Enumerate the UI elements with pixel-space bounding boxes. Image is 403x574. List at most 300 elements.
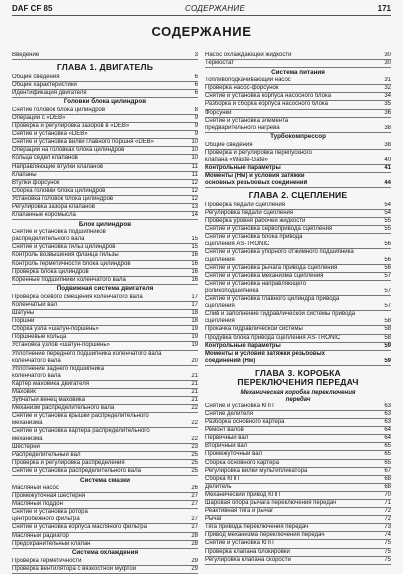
toc-entry-title: Клапанные коромысла [12,212,76,219]
toc-entry[interactable] [12,460,198,468]
page-title: СОДЕРЖАНИЕ [151,24,252,39]
toc-entry[interactable] [12,493,198,501]
toc-entry-page: 20 [191,357,198,364]
toc-entry-title: клапана «Waste-Gate» [205,157,268,164]
toc-entry[interactable] [205,249,391,256]
toc-entry-title: Регулировка зазора клапанов [12,204,95,210]
toc-entry-page: 31 [384,77,391,84]
toc-entry-page: 56 [384,241,391,248]
toc-entry[interactable] [12,164,198,172]
toc-entry-title: Снятие и установка корпуса масляного фильтра [12,524,147,531]
toc-entry-page: 29 [191,557,198,564]
chapter-heading: ГЛАВА 1. ДВИГАТЕЛЬ [56,62,154,73]
toc-entry[interactable] [205,549,391,557]
toc-entry-page: 63 [384,402,391,409]
toc-entry[interactable] [205,85,391,93]
toc-entry[interactable] [205,218,391,226]
toc-entry-title: Масляный радиатор [12,532,69,539]
toc-entry[interactable]: Введение 3 [12,52,198,60]
toc-entry[interactable] [12,516,198,524]
toc-entry[interactable] [12,131,198,139]
toc-entry-title: Шестерни [12,443,40,450]
toc-entry-page: 22 [191,405,198,412]
toc-entry-page: 65 [384,459,391,466]
toc-entry[interactable] [205,468,391,476]
toc-entry-page: 57 [384,287,391,294]
toc-entry-title: Шатуны [12,310,35,317]
toc-entry[interactable] [205,403,391,411]
toc-entry-page: 22 [191,420,198,427]
toc-entry-page: 75 [384,556,391,563]
toc-entry[interactable] [12,444,198,452]
toc-entry[interactable] [12,261,198,269]
toc-entry[interactable] [12,342,198,350]
toc-entry[interactable] [12,351,198,358]
toc-entry[interactable] [12,397,198,405]
toc-entry[interactable] [205,157,391,165]
toc-entry-page: 15 [191,244,198,251]
toc-entry-title: Сборка головки блока цилиндров [12,187,106,194]
toc-entry[interactable] [205,326,391,334]
toc-entry-page: 25 [191,459,198,466]
toc-entry-page: 27 [191,493,198,500]
toc-entry[interactable] [12,196,198,204]
toc-entry-title: Механизм распределительного вала [12,405,115,412]
toc-entry-page: 16 [191,268,198,275]
toc-entry-page: 6 [194,89,198,96]
toc-entry-page: 65 [384,451,391,458]
toc-entry-title: Термостат [205,60,235,67]
toc-entry[interactable] [12,147,198,155]
toc-entry-page: 16 [191,260,198,267]
toc-entry[interactable] [205,500,391,508]
toc-entry[interactable] [205,540,391,548]
toc-entry[interactable] [12,533,198,541]
toc-entry[interactable] [12,244,198,252]
toc-entry-title: Снятие делителя [205,410,254,417]
toc-entry[interactable] [205,419,391,427]
toc-entry[interactable] [205,443,391,451]
toc-entry-page: 17 [191,293,198,300]
toc-entry-page: 26 [191,485,198,491]
toc-entry-title: Сборка основного картера [205,459,280,466]
toc-entry-page: 14 [191,212,198,219]
toc-entry-page: 32 [384,85,391,92]
toc-entry[interactable] [12,334,198,342]
toc-entry-title: Установка узлов «шатун-поршень» [12,342,110,349]
toc-entry-page: 28 [191,532,198,539]
toc-entry[interactable] [12,82,198,90]
toc-entry-page: 58 [384,318,391,325]
toc-entry-title: Проверка и регулировка зазоров в «DEB» [12,123,130,130]
toc-entry-page: 10 [191,155,198,162]
toc-entry-title: Идентификация двигателя [12,89,87,96]
toc-entry[interactable] [205,281,391,288]
section-heading: Система смазки [79,476,131,484]
toc-entry[interactable] [12,212,198,220]
toc-entry-title: Коренные подшипники коленчатого вала [12,276,126,283]
toc-entry[interactable] [12,252,198,260]
toc-entry-title: Снятие и установка механизма сцепления [205,272,324,279]
toc-entry-title: Регулировка вилки мультипликатора [205,467,308,474]
toc-entry-page: 63 [384,410,391,417]
toc-entry-title: Моменты и условия затяжки резьбовых [205,350,326,357]
toc-entry[interactable] [12,420,198,428]
toc-entry-title: Втулки форсунок [12,179,60,186]
toc-entry[interactable] [12,389,198,397]
toc-entry-title: коленчатого вала [12,357,61,364]
toc-entry-page: 67 [384,467,391,474]
toc-entry-page: 9 [194,123,198,130]
toc-entry-page: 72 [384,508,391,515]
toc-entry-page: 57 [384,303,391,310]
toc-entry[interactable] [205,234,391,241]
toc-entry-title: Слив и заполнение гидравлической системы привода [205,311,356,318]
toc-entry-page: 12 [191,195,198,202]
toc-entry-page: 74 [384,532,391,539]
header-model: DAF CF 85 [12,4,53,13]
toc-entry-page: 73 [384,524,391,531]
toc-entry-title: Первичный вал [205,435,249,442]
toc-entry[interactable] [12,413,198,420]
toc-entry[interactable] [205,460,391,468]
toc-entry[interactable] [205,318,391,326]
toc-entry-title: Делитель [205,483,232,490]
toc-entry-title: Снятие и установка КПП [205,540,274,547]
toc-entry[interactable] [205,296,391,303]
toc-entry-title: Клапаны [12,171,37,178]
toc-entry-title: Снятие и установка «DEB» [12,131,88,138]
toc-entry-page: 75 [384,548,391,555]
toc-entry-title: Направляющие втулки клапанов [12,163,104,170]
toc-entry-title: Предохранительный клапан [12,540,91,547]
toc-entry-title: Поршневые кольца [12,334,67,341]
toc-entry[interactable] [12,509,198,516]
toc-entry-page: 19 [191,326,198,333]
toc-entry[interactable] [205,435,391,443]
toc-entry-page: 54 [384,201,391,208]
toc-entry[interactable] [12,381,198,389]
toc-entry-page: 27 [191,516,198,523]
toc-entry[interactable] [12,524,198,532]
toc-entry[interactable] [12,180,198,188]
toc-entry[interactable] [12,204,198,212]
subchapter-heading: передач [285,395,311,403]
toc-entry[interactable] [205,358,391,366]
subchapter-heading: Механическая коробка переключения [240,388,356,396]
toc-entry-title: распределительного вала [12,236,85,243]
toc-entry[interactable] [205,303,391,311]
toc-entry-title: Операции на головках блока цилиндров [12,147,125,154]
toc-entry-title: Регулировка клапана скорости [205,556,291,563]
toc-entry-page: 55 [384,226,391,233]
toc-entry-title: Операции с «DEB» [12,114,66,121]
toc-entry-page: 10 [191,139,198,146]
running-header [12,2,391,16]
toc-entry-title: Коленчатый вал [12,301,58,308]
toc-entry-title: Снятие головок блока цилиндров [12,106,106,113]
toc-entry-page: 29 [191,565,198,572]
toc-entry[interactable] [205,77,391,85]
toc-entry-page: 38 [384,141,391,148]
chapter-heading: ГЛАВА 2. СЦЕПЛЕНИЕ [248,190,348,201]
toc-entry[interactable] [12,428,198,435]
toc-entry[interactable] [12,269,198,277]
toc-entry-title: Рычаг [205,516,222,523]
toc-entry-title: Общие сведения [205,141,253,148]
toc-entry-page: 19 [191,334,198,341]
toc-entry[interactable] [205,110,391,118]
toc-entry[interactable] [12,115,198,123]
toc-entry[interactable] [205,335,391,343]
toc-entry-title: механизма [12,420,43,427]
toc-entry[interactable] [12,123,198,131]
toc-entry-page: 65 [384,443,391,450]
toc-entry[interactable] [205,351,391,358]
toc-entry-title: Масляный насос [12,485,59,491]
toc-entry[interactable] [12,229,198,236]
toc-entry-page: 41 [384,165,391,172]
toc-entry-title: Снятие и установка сервопривода сцепления [205,226,333,233]
toc-entry-title: Продувка блока привода сцепления AS-TRONIC [205,334,341,341]
toc-entry[interactable] [205,288,391,296]
toc-entry-title: Проверка клапана блокировки [205,548,290,555]
toc-entry-page: 30 [384,52,391,58]
toc-entry-title: Уплотнение заднего подшипника [12,365,105,372]
toc-entry[interactable] [205,118,391,125]
toc-entry-title: Разборка и сборка корпуса насосного блока [205,101,328,108]
toc-entry[interactable] [205,125,391,133]
toc-entry[interactable] [205,508,391,516]
toc-entry[interactable] [205,101,391,109]
toc-entry-page: 54 [384,210,391,216]
toc-entry-page: 59 [384,342,391,349]
toc-entry-title: Общие сведения [12,73,60,80]
toc-entry-title: Зубчатый венец маховика [12,397,85,404]
toc-entry-title: Кольца сёдел клапанов [12,155,78,162]
toc-entry[interactable] [12,90,198,98]
toc-entry-page: 27 [191,501,198,508]
toc-entry[interactable] [12,468,198,476]
toc-entry-title: Установка головок блока цилиндров [12,195,114,202]
toc-entry[interactable] [205,52,391,60]
toc-entry-page: 10 [191,147,198,154]
toc-entry-page: 72 [384,516,391,523]
toc-entry-title: сцепления [205,318,235,325]
toc-entry-title: Вторичный вал [205,443,248,450]
toc-entry-page: 68 [384,483,391,490]
toc-entry[interactable] [205,165,391,173]
toc-entry[interactable] [205,484,391,492]
toc-entry[interactable] [205,241,391,249]
toc-entry[interactable] [12,139,198,147]
toc-entry-title: Снятие и установка распределительного вала [12,467,141,474]
section-heading: Блок цилиндров [78,220,132,228]
toc-entry-title: Снятие и установка элемента [205,117,289,124]
toc-entry-page: 36 [384,109,391,116]
toc-entry-title: Топливоподкачивающий насос [205,77,291,84]
toc-entry-title: коленчатого вала [12,372,61,379]
toc-entry-title: предварительного нагрева [205,124,280,131]
toc-entry-title: основных резьбовых соединений [205,180,308,187]
toc-entry-page: 22 [191,435,198,442]
toc-left-column [12,52,198,574]
toc-entry[interactable] [12,452,198,460]
toc-entry-title: Шаровая опора рычага переключения передач [205,500,337,506]
toc-entry[interactable] [12,172,198,180]
toc-entry[interactable] [12,188,198,196]
toc-entry[interactable] [205,257,391,265]
header-section: СОДЕРЖАНИЕ [184,4,246,13]
toc-entry-page: 23 [191,443,198,450]
toc-entry-page: 75 [384,540,391,547]
toc-entry-title: Ремонт валов [205,427,244,434]
toc-entry[interactable] [12,405,198,413]
toc-entry[interactable] [205,150,391,157]
toc-entry-title: Проверка и регулировка распределения [12,459,125,466]
toc-entry-page: 19 [191,342,198,349]
toc-entry-title: Регулировка педали сцепления [205,210,294,216]
toc-entry-page: 63 [384,419,391,426]
toc-entry[interactable] [205,451,391,459]
toc-entry-title: Проверка герметичности [12,557,82,564]
toc-right-column [205,52,391,565]
toc-entry-title: Промежуточный вал [205,451,263,458]
toc-entry-page: 40 [384,157,391,164]
toc-entry[interactable] [12,302,198,310]
toc-entry-title: Разборка основного картера [205,419,285,426]
toc-entry[interactable] [205,311,391,318]
toc-entry-page: 11 [191,171,198,178]
toc-entry-title: Снятие и установка вилки главного поршня «DEB» [12,139,155,146]
toc-entry-title: Форсунки [205,109,232,116]
toc-entry-page: 25 [191,451,198,458]
toc-entry-page: 25 [191,467,198,474]
toc-entry[interactable] [205,476,391,484]
toc-entry[interactable] [205,142,391,150]
toc-entry[interactable] [12,558,198,566]
toc-entry[interactable] [205,343,391,351]
toc-entry[interactable] [12,155,198,163]
toc-entry[interactable] [12,294,198,302]
toc-entry-title: центробежного фильтра [12,516,80,523]
toc-entry[interactable] [12,310,198,318]
toc-entry[interactable] [12,74,198,82]
toc-entry-title: сцепления [205,303,235,310]
toc-entry-page: 57 [384,272,391,279]
toc-entry-page: 64 [384,427,391,434]
toc-entry-page: 35 [384,101,391,108]
toc-entry-title: Снятие и установка крышки распределительного [12,413,149,420]
toc-entry-page: 9 [194,131,198,138]
toc-entry-title: Снятие и установка рычага привода сцепления [205,264,338,271]
toc-entry-title: роликоподшипника [205,287,259,294]
toc-entry-page: 68 [384,475,391,482]
section-heading: Турбокомпрессор [270,133,326,141]
toc-entry[interactable] [12,541,198,549]
toc-entry-page: 30 [384,60,391,67]
toc-entry-page: 27 [191,524,198,531]
toc-entry[interactable] [205,273,391,281]
toc-entry[interactable] [205,427,391,435]
toc-entry-page: 16 [191,252,198,259]
toc-entry[interactable] [12,318,198,326]
toc-entry-title: Распределительный вал [12,451,81,458]
toc-entry-page: 6 [194,73,198,80]
toc-entry[interactable] [205,180,391,188]
toc-entry[interactable] [205,516,391,524]
toc-entry-title: Уплотнение переднего подшипника коленчатого вала [12,350,162,357]
toc-entry[interactable] [12,373,198,381]
toc-entry-page: 21 [191,372,198,379]
section-heading: Система питания [271,68,325,76]
toc-entry-page: 64 [384,435,391,442]
toc-entry[interactable] [12,501,198,509]
toc-entry[interactable] [205,557,391,565]
toc-entry-title: Контроль герметичности блока цилиндров [12,260,131,267]
toc-entry-title: Проверка насос-форсунок [205,85,279,92]
toc-entry[interactable] [205,173,391,180]
toc-entry-page: 11 [191,163,198,170]
toc-entry[interactable] [205,60,391,68]
toc-entry-title: Проверка и регулировка перепускного [205,149,312,156]
toc-entry-page: 15 [191,236,198,243]
toc-entry-title: механизма [12,435,43,442]
toc-entry-title: Снятие и установка блока привода [205,234,303,241]
toc-entry-title: Снятие и установка направляющего [205,280,307,287]
toc-entry-page: 21 [191,388,198,395]
toc-entry[interactable] [205,411,391,419]
toc-entry[interactable] [12,236,198,244]
toc-entry-page: 70 [384,491,391,498]
toc-entry-title: Снятие и установка гильз цилиндров [12,244,116,251]
toc-entry-page: 34 [384,93,391,100]
toc-entry[interactable] [12,366,198,373]
page-number: 171 [377,4,391,13]
toc-entry-title: Снятие и установка корпуса насосного блока [205,93,332,100]
toc-entry-page: 56 [384,264,391,271]
toc-entry[interactable] [12,107,198,115]
toc-entry[interactable] [12,436,198,444]
toc-entry[interactable] [12,485,198,493]
toc-entry[interactable] [205,532,391,540]
toc-entry-page: 12 [191,179,198,186]
toc-entry[interactable] [205,202,391,210]
toc-entry-page: 38 [384,124,391,131]
toc-entry[interactable] [205,210,391,218]
toc-entry[interactable] [205,265,391,273]
toc-entry[interactable] [12,277,198,285]
toc-entry-title: Снятие и установка главного цилиндра привода [205,296,340,303]
toc-entry-title: Механический привод КПП [205,491,281,498]
toc-entry-title: Контрольные параметры [205,342,281,349]
toc-entry-page: 55 [384,218,391,225]
toc-entry-page: 56 [384,256,391,263]
toc-entry-page: 21 [191,380,198,387]
toc-entry[interactable] [205,93,391,101]
toc-entry[interactable] [12,358,198,366]
toc-entry-title: Проверка уровня рабочей жидкости [205,218,306,225]
toc-entry-page: 8 [194,106,198,113]
toc-entry[interactable] [205,524,391,532]
toc-entry-title: Контрольные параметры [205,165,281,172]
toc-entry[interactable] [205,226,391,234]
toc-entry-title: сцепления [205,256,235,263]
toc-entry[interactable] [205,492,391,500]
toc-entry-title: Маховик [12,388,36,395]
toc-entry[interactable] [12,326,198,334]
toc-entry-title: Проверка осевого смещения коленчатого вала [12,293,143,300]
